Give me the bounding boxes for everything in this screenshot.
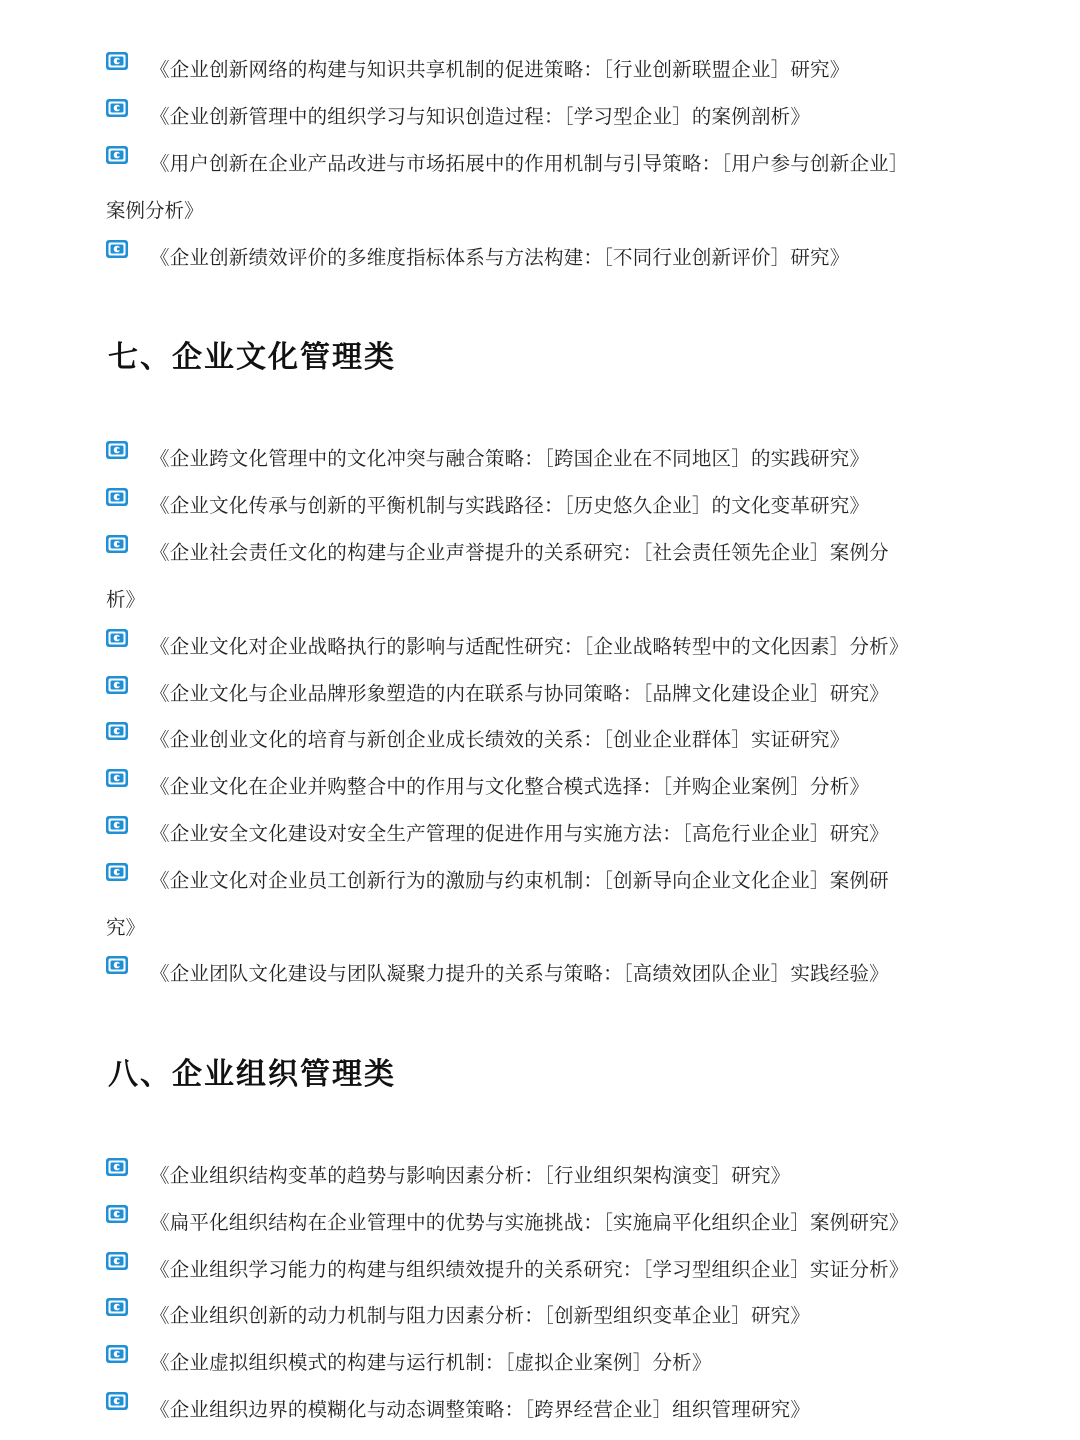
list-item-title: 《企业安全文化建设对安全生产管理的促进作用与实施方法：［高危行业企业］研究》 — [150, 822, 889, 845]
book-bullet-icon — [106, 146, 128, 164]
book-bullet-icon — [106, 816, 128, 834]
list-item-title: 《企业创新管理中的组织学习与知识创造过程：［学习型企业］的案例剖析》 — [150, 105, 811, 128]
list-item-title: 《企业社会责任文化的构建与企业声誉提升的关系研究：［社会责任领先企业］案例分 — [150, 541, 889, 564]
list-item-title: 《企业虚拟组织模式的构建与运行机制：［虚拟企业案例］分析》 — [150, 1351, 712, 1374]
section-7-heading: 七、企业文化管理类 — [108, 340, 396, 375]
list-item-title: 《企业跨文化管理中的文化冲突与融合策略：［跨国企业在不同地区］的实践研究》 — [150, 447, 870, 470]
list-item-title: 《企业组织结构变革的趋势与影响因素分析：［行业组织架构演变］研究》 — [150, 1164, 791, 1187]
list-item-title: 《企业文化对企业员工创新行为的激励与约束机制：［创新导向企业文化企业］案例研 — [150, 869, 889, 892]
list-item-title-continuation: 析》 — [106, 588, 146, 611]
book-bullet-icon — [106, 1345, 128, 1363]
book-bullet-icon — [106, 1205, 128, 1223]
book-bullet-icon — [106, 52, 128, 70]
book-bullet-icon — [106, 629, 128, 647]
section-8-heading: 八、企业组织管理类 — [108, 1057, 396, 1092]
list-item-title: 《扁平化组织结构在企业管理中的优势与实施挑战：［实施扁平化组织企业］案例研究》 — [150, 1211, 909, 1234]
book-bullet-icon — [106, 1298, 128, 1316]
book-bullet-icon — [106, 535, 128, 553]
list-item-title: 《企业组织创新的动力机制与阻力因素分析：［创新型组织变革企业］研究》 — [150, 1304, 811, 1327]
list-item-title-continuation: 究》 — [106, 916, 146, 939]
list-item-title: 《企业创业文化的培育与新创企业成长绩效的关系：［创业企业群体］实证研究》 — [150, 728, 850, 751]
list-item-title: 《企业创新绩效评价的多维度指标体系与方法构建：［不同行业创新评价］研究》 — [150, 246, 850, 269]
list-item-title: 《企业团队文化建设与团队凝聚力提升的关系与策略：［高绩效团队企业］实践经验》 — [150, 962, 889, 985]
book-bullet-icon — [106, 722, 128, 740]
book-bullet-icon — [106, 99, 128, 117]
list-item-title: 《企业组织边界的模糊化与动态调整策略：［跨界经营企业］组织管理研究》 — [150, 1398, 811, 1421]
book-bullet-icon — [106, 441, 128, 459]
book-bullet-icon — [106, 1392, 128, 1410]
book-bullet-icon — [106, 676, 128, 694]
list-item-title: 《企业文化在企业并购整合中的作用与文化整合模式选择：［并购企业案例］分析》 — [150, 775, 870, 798]
list-item-title-continuation: 案例分析》 — [106, 199, 204, 222]
list-item-title: 《企业组织学习能力的构建与组织绩效提升的关系研究：［学习型组织企业］实证分析》 — [150, 1258, 909, 1281]
book-bullet-icon — [106, 956, 128, 974]
list-item-title: 《用户创新在企业产品改进与市场拓展中的作用机制与引导策略：［用户参与创新企业］ — [150, 152, 909, 175]
list-item-title: 《企业文化对企业战略执行的影响与适配性研究：［企业战略转型中的文化因素］分析》 — [150, 635, 909, 658]
book-bullet-icon — [106, 488, 128, 506]
list-item-title: 《企业文化传承与创新的平衡机制与实践路径：［历史悠久企业］的文化变革研究》 — [150, 494, 870, 517]
book-bullet-icon — [106, 863, 128, 881]
book-bullet-icon — [106, 769, 128, 787]
book-bullet-icon — [106, 1158, 128, 1176]
list-item-title: 《企业创新网络的构建与知识共享机制的促进策略：［行业创新联盟企业］研究》 — [150, 58, 850, 81]
book-bullet-icon — [106, 240, 128, 258]
book-bullet-icon — [106, 1252, 128, 1270]
list-item-title: 《企业文化与企业品牌形象塑造的内在联系与协同策略：［品牌文化建设企业］研究》 — [150, 682, 889, 705]
